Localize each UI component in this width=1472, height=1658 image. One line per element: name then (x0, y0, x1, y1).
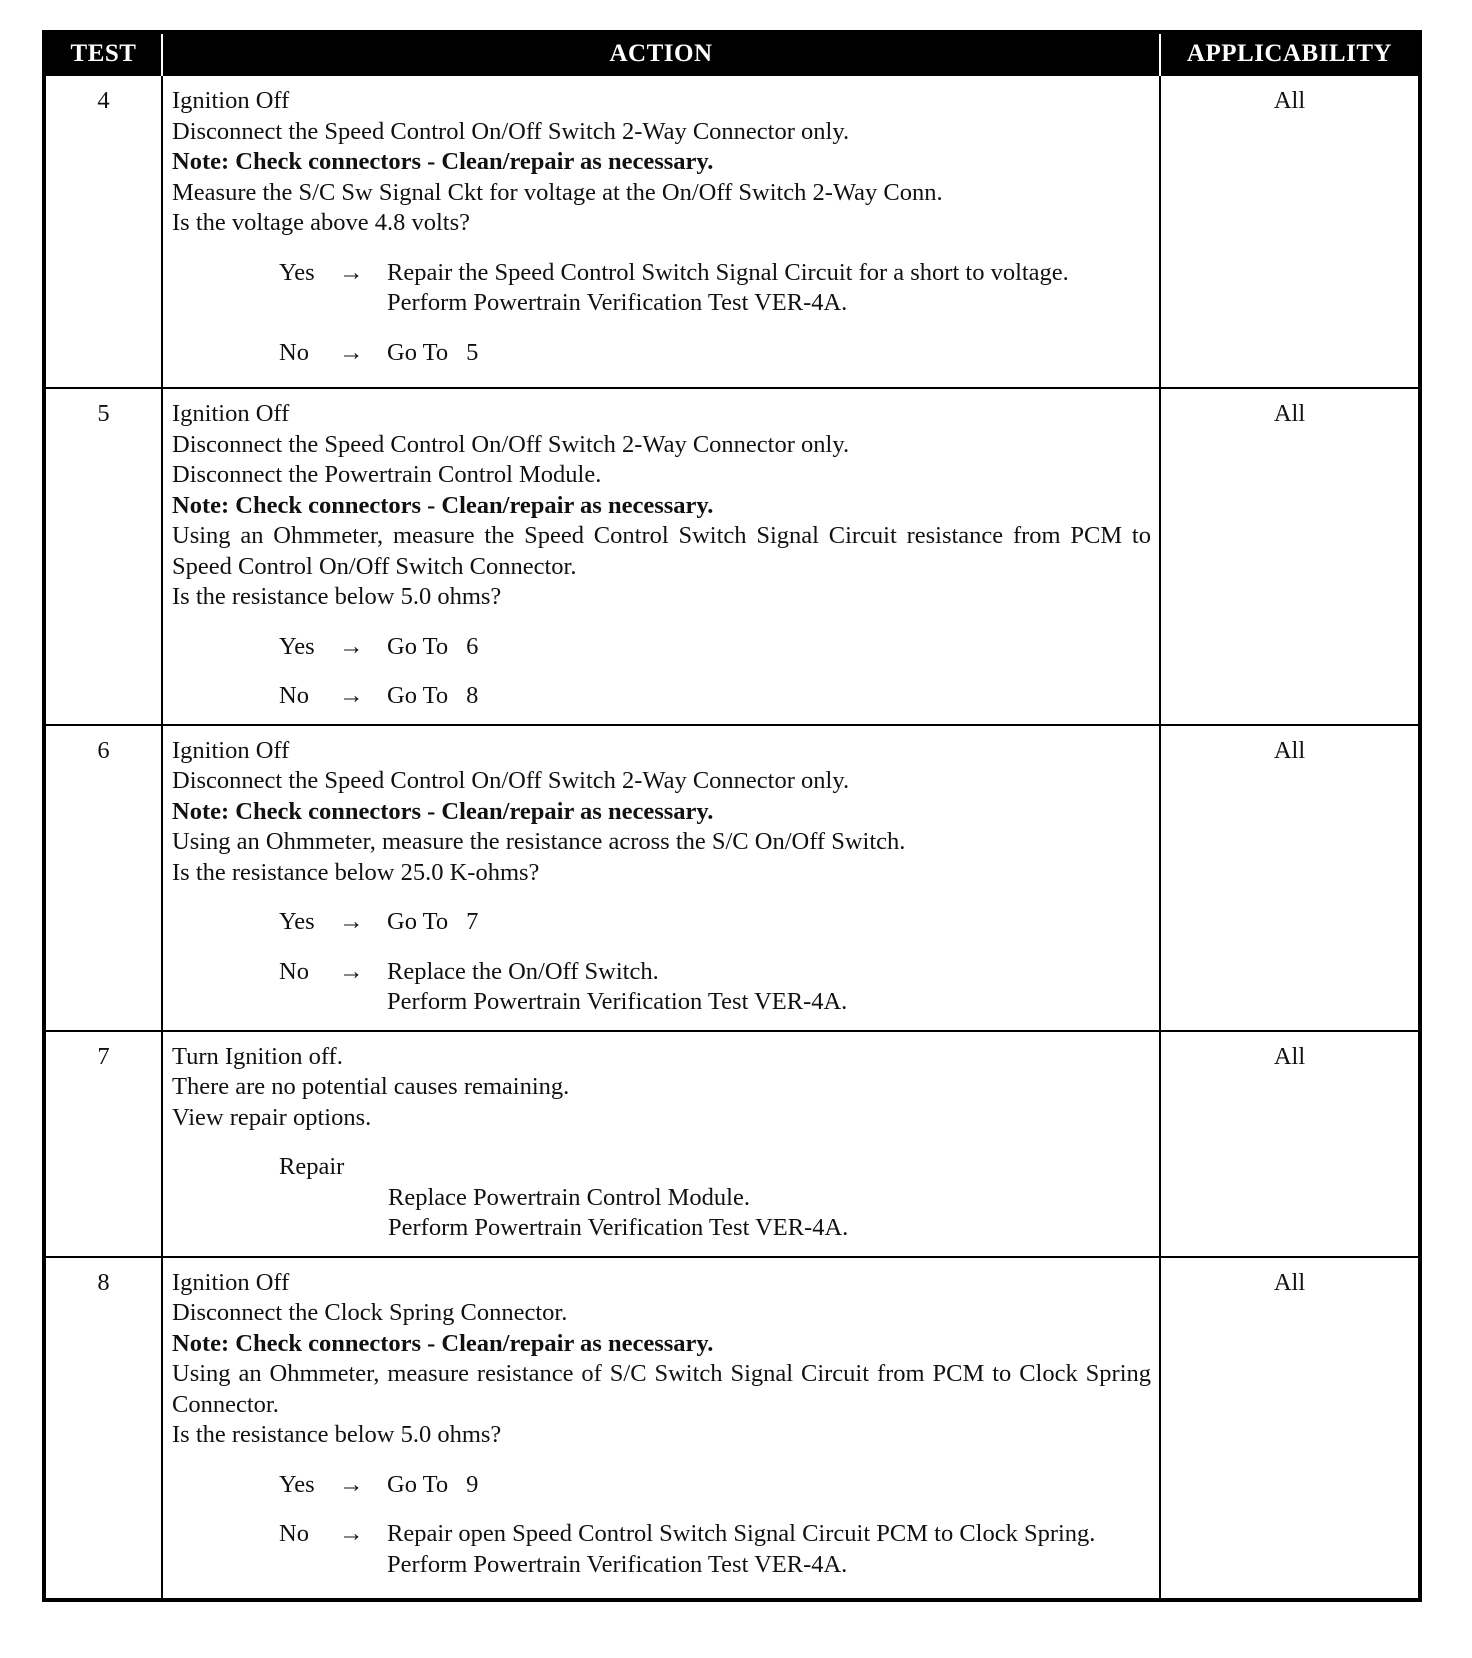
arrow-icon: → (339, 1520, 364, 1547)
action-cell (162, 725, 1160, 1031)
repair-options (279, 1152, 1151, 1244)
action-cell (162, 388, 1160, 725)
answer-result (387, 681, 1151, 712)
goto-label: Go To (387, 1470, 449, 1498)
header-test: TEST (44, 32, 162, 75)
goto-label: Go To (387, 338, 449, 366)
action-line: There are no potential causes remaining. (172, 1073, 570, 1100)
table-row (44, 388, 1420, 725)
repair-label: Repair (279, 1153, 345, 1180)
result-line: Perform Powertrain Verification Test VER-4A. (387, 1550, 848, 1578)
table-row (44, 725, 1420, 1031)
action-line: Measure the S/C Sw Signal Ckt for voltage at the On/Off Switch 2-Way Conn. (172, 178, 943, 206)
yes-answer (279, 258, 1151, 319)
no-label: No (279, 1520, 309, 1547)
goto-label: Go To (387, 908, 449, 935)
goto-test-link[interactable]: 9 (466, 1470, 479, 1498)
applicability-cell: All (1160, 1031, 1420, 1257)
action-line: Disconnect the Speed Control On/Off Switch 2-Way Connector only. (172, 117, 850, 145)
goto-test-link[interactable]: 8 (466, 682, 479, 709)
action-line: Disconnect the Speed Control On/Off Switch 2-Way Connector only. (172, 430, 850, 458)
action-line: Disconnect the Clock Spring Connector. (172, 1299, 568, 1326)
arrow-icon: → (339, 682, 364, 709)
yes-answer (279, 1470, 1151, 1501)
table-row (44, 1257, 1420, 1600)
result-line: Replace the On/Off Switch. (387, 957, 659, 985)
test-number: 8 (44, 1257, 162, 1600)
action-cell (162, 75, 1160, 388)
arrow-icon: → (339, 908, 364, 935)
goto-test-link[interactable]: 6 (466, 632, 479, 660)
action-cell (162, 1257, 1160, 1600)
action-line: Using an Ohmmeter, measure resistance of S/C Switch Signal Circuit from PCM to Clock Spring Connector. (172, 1360, 1151, 1418)
header-action: ACTION (162, 32, 1160, 75)
action-line: Turn Ignition off. (172, 1042, 343, 1070)
yes-label: Yes (279, 1470, 315, 1498)
applicability-cell: All (1160, 725, 1420, 1031)
no-answer (279, 957, 1151, 1018)
applicability-cell: All (1160, 75, 1420, 388)
result-line: Repair the Speed Control Switch Signal Circuit for a short to voltage. (387, 258, 1069, 286)
arrow-icon: → (339, 957, 364, 985)
action-line: Disconnect the Powertrain Control Module. (172, 461, 602, 488)
question-line: Is the resistance below 25.0 K-ohms? (172, 858, 540, 886)
goto-test-link[interactable]: 7 (466, 908, 479, 935)
action-line: Disconnect the Speed Control On/Off Switch 2-Way Connector only. (172, 767, 850, 794)
question-line: Is the resistance below 5.0 ohms? (172, 583, 502, 610)
yes-label: Yes (279, 258, 315, 286)
answer-result (387, 1470, 1151, 1501)
arrow-icon: → (339, 338, 364, 366)
yes-label: Yes (279, 632, 315, 660)
repair-step: Perform Powertrain Verification Test VER-4A. (388, 1214, 849, 1241)
applicability-cell: All (1160, 388, 1420, 725)
yes-answer (279, 632, 1151, 663)
no-answer (279, 338, 1151, 369)
repair-steps (388, 1183, 1151, 1244)
result-line: Repair open Speed Control Switch Signal Circuit PCM to Clock Spring. (387, 1520, 1096, 1547)
no-answer (279, 681, 1151, 712)
question-line: Is the voltage above 4.8 volts? (172, 209, 471, 236)
test-number: 5 (44, 388, 162, 725)
arrow-icon: → (339, 632, 364, 660)
action-line: Ignition Off (172, 87, 290, 114)
action-line: Using an Ohmmeter, measure the resistance across the S/C On/Off Switch. (172, 828, 906, 855)
answer-result (387, 907, 1151, 938)
no-label: No (279, 682, 309, 709)
header-applicability: APPLICABILITY (1160, 32, 1420, 75)
no-label: No (279, 957, 309, 985)
action-line: Ignition Off (172, 736, 290, 764)
note-line: Note: Check connectors - Clean/repair as necessary. (172, 1329, 714, 1357)
arrow-icon: → (339, 258, 364, 286)
question-line: Is the resistance below 5.0 ohms? (172, 1421, 502, 1448)
result-line: Perform Powertrain Verification Test VER-4A. (387, 289, 848, 316)
note-line: Note: Check connectors - Clean/repair as necessary. (172, 491, 714, 519)
yes-answer (279, 907, 1151, 938)
answer-result (387, 1519, 1151, 1580)
yes-label: Yes (279, 908, 315, 935)
answer-result (387, 632, 1151, 663)
action-line: Ignition Off (172, 400, 290, 427)
goto-test-link[interactable]: 5 (466, 338, 479, 366)
arrow-icon: → (339, 1470, 364, 1498)
diagnostic-test-table (42, 30, 1422, 1602)
test-number: 7 (44, 1031, 162, 1257)
note-line: Note: Check connectors - Clean/repair as necessary. (172, 148, 714, 175)
answer-result (387, 957, 1151, 1018)
no-label: No (279, 338, 309, 366)
test-number: 6 (44, 725, 162, 1031)
table-row (44, 1031, 1420, 1257)
test-number: 4 (44, 75, 162, 388)
action-line: Ignition Off (172, 1268, 290, 1296)
goto-label: Go To (387, 682, 449, 709)
result-line: Perform Powertrain Verification Test VER-4A. (387, 988, 848, 1015)
action-cell (162, 1031, 1160, 1257)
table-header-row (44, 32, 1420, 75)
repair-step: Replace Powertrain Control Module. (388, 1183, 750, 1211)
answer-result (387, 258, 1151, 319)
action-line: Using an Ohmmeter, measure the Speed Control Switch Signal Circuit resistance from PCM to Speed Control On/Off Switch Connector. (172, 522, 1151, 580)
diagnostic-page (42, 30, 1418, 1602)
note-line: Note: Check connectors - Clean/repair as necessary. (172, 797, 714, 825)
goto-label: Go To (387, 632, 449, 660)
action-line: View repair options. (172, 1103, 372, 1131)
applicability-cell: All (1160, 1257, 1420, 1600)
table-row (44, 75, 1420, 388)
no-answer (279, 1519, 1151, 1580)
answer-result (387, 338, 1151, 369)
